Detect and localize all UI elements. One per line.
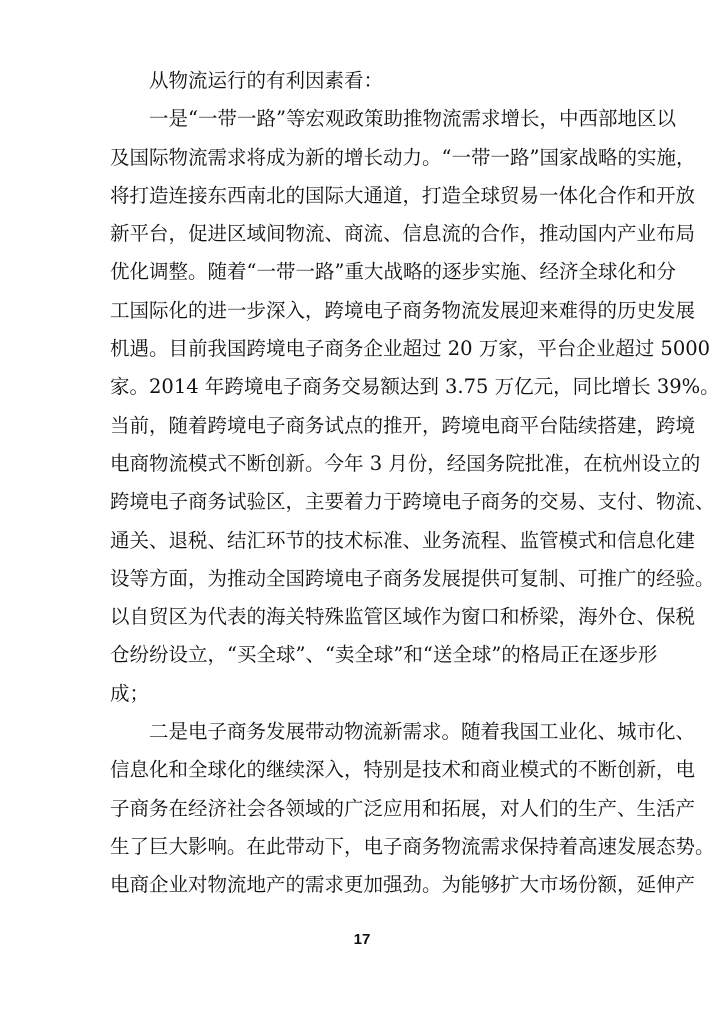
text-line: 机遇。目前我国跨境电子商务企业超过 20 万家，平台企业超过 5000 <box>110 337 711 361</box>
text-line: 电商物流模式不断创新。今年 3 月份，经国务院批准，在杭州设立的 <box>110 451 701 475</box>
text-line: 仓纷纷设立，“买全球”、“卖全球”和“送全球”的格局正在逐步形 <box>110 643 658 667</box>
text-line: 工国际化的进一步深入，跨境电子商务物流发展迎来难得的历史发展 <box>110 298 696 322</box>
text-line: 当前，随着跨境电子商务试点的推开，跨境电商平台陆续搭建，跨境 <box>110 413 696 437</box>
text-line: 以自贸区为代表的海关特殊监管区域作为窗口和桥梁，海外仓、保税 <box>110 605 696 629</box>
text-line: 将打造连接东西南北的国际大通道，打造全球贸易一体化合作和开放 <box>110 183 696 207</box>
text-line: 新平台，促进区域间物流、商流、信息流的合作，推动国内产业布局 <box>110 222 696 246</box>
text-line: 子商务在经济社会各领域的广泛应用和拓展，对人们的生产、生活产 <box>110 796 696 820</box>
text-line: 生了巨大影响。在此带动下，电子商务物流需求保持着高速发展态势。 <box>110 834 715 858</box>
document-body <box>110 62 720 905</box>
text-line: 及国际物流需求将成为新的增长动力。“一带一路”国家战略的实施， <box>110 145 696 169</box>
text-line: 设等方面，为推动全国跨境电子商务发展提供可复制、可推广的经验。 <box>110 566 715 590</box>
text-line: 通关、退税、结汇环节的技术标准、业务流程、监管模式和信息化建 <box>110 528 696 552</box>
text-line: 优化调整。随着“一带一路”重大战略的逐步实施、经济全球化和分 <box>110 260 676 284</box>
text-line: 二是电子商务发展带动物流新需求。随着我国工业化、城市化、 <box>149 720 696 744</box>
text-line: 电商企业对物流地产的需求更加强劲。为能够扩大市场份额，延伸产 <box>110 873 696 897</box>
text-line: 成； <box>110 681 150 705</box>
text-line: 一是“一带一路”等宏观政策助推物流需求增长，中西部地区以 <box>149 107 676 131</box>
text-line: 信息化和全球化的继续深入，特别是技术和商业模式的不断创新，电 <box>110 758 696 782</box>
text-line: 从物流运行的有利因素看： <box>149 69 384 92</box>
text-line: 跨境电子商务试验区，主要着力于跨境电子商务的交易、支付、物流、 <box>110 490 715 514</box>
text-line: 家。2014 年跨境电子商务交易额达到 3.75 万亿元，同比增长 39%。 <box>110 375 720 399</box>
page-number: 17 <box>353 931 371 948</box>
